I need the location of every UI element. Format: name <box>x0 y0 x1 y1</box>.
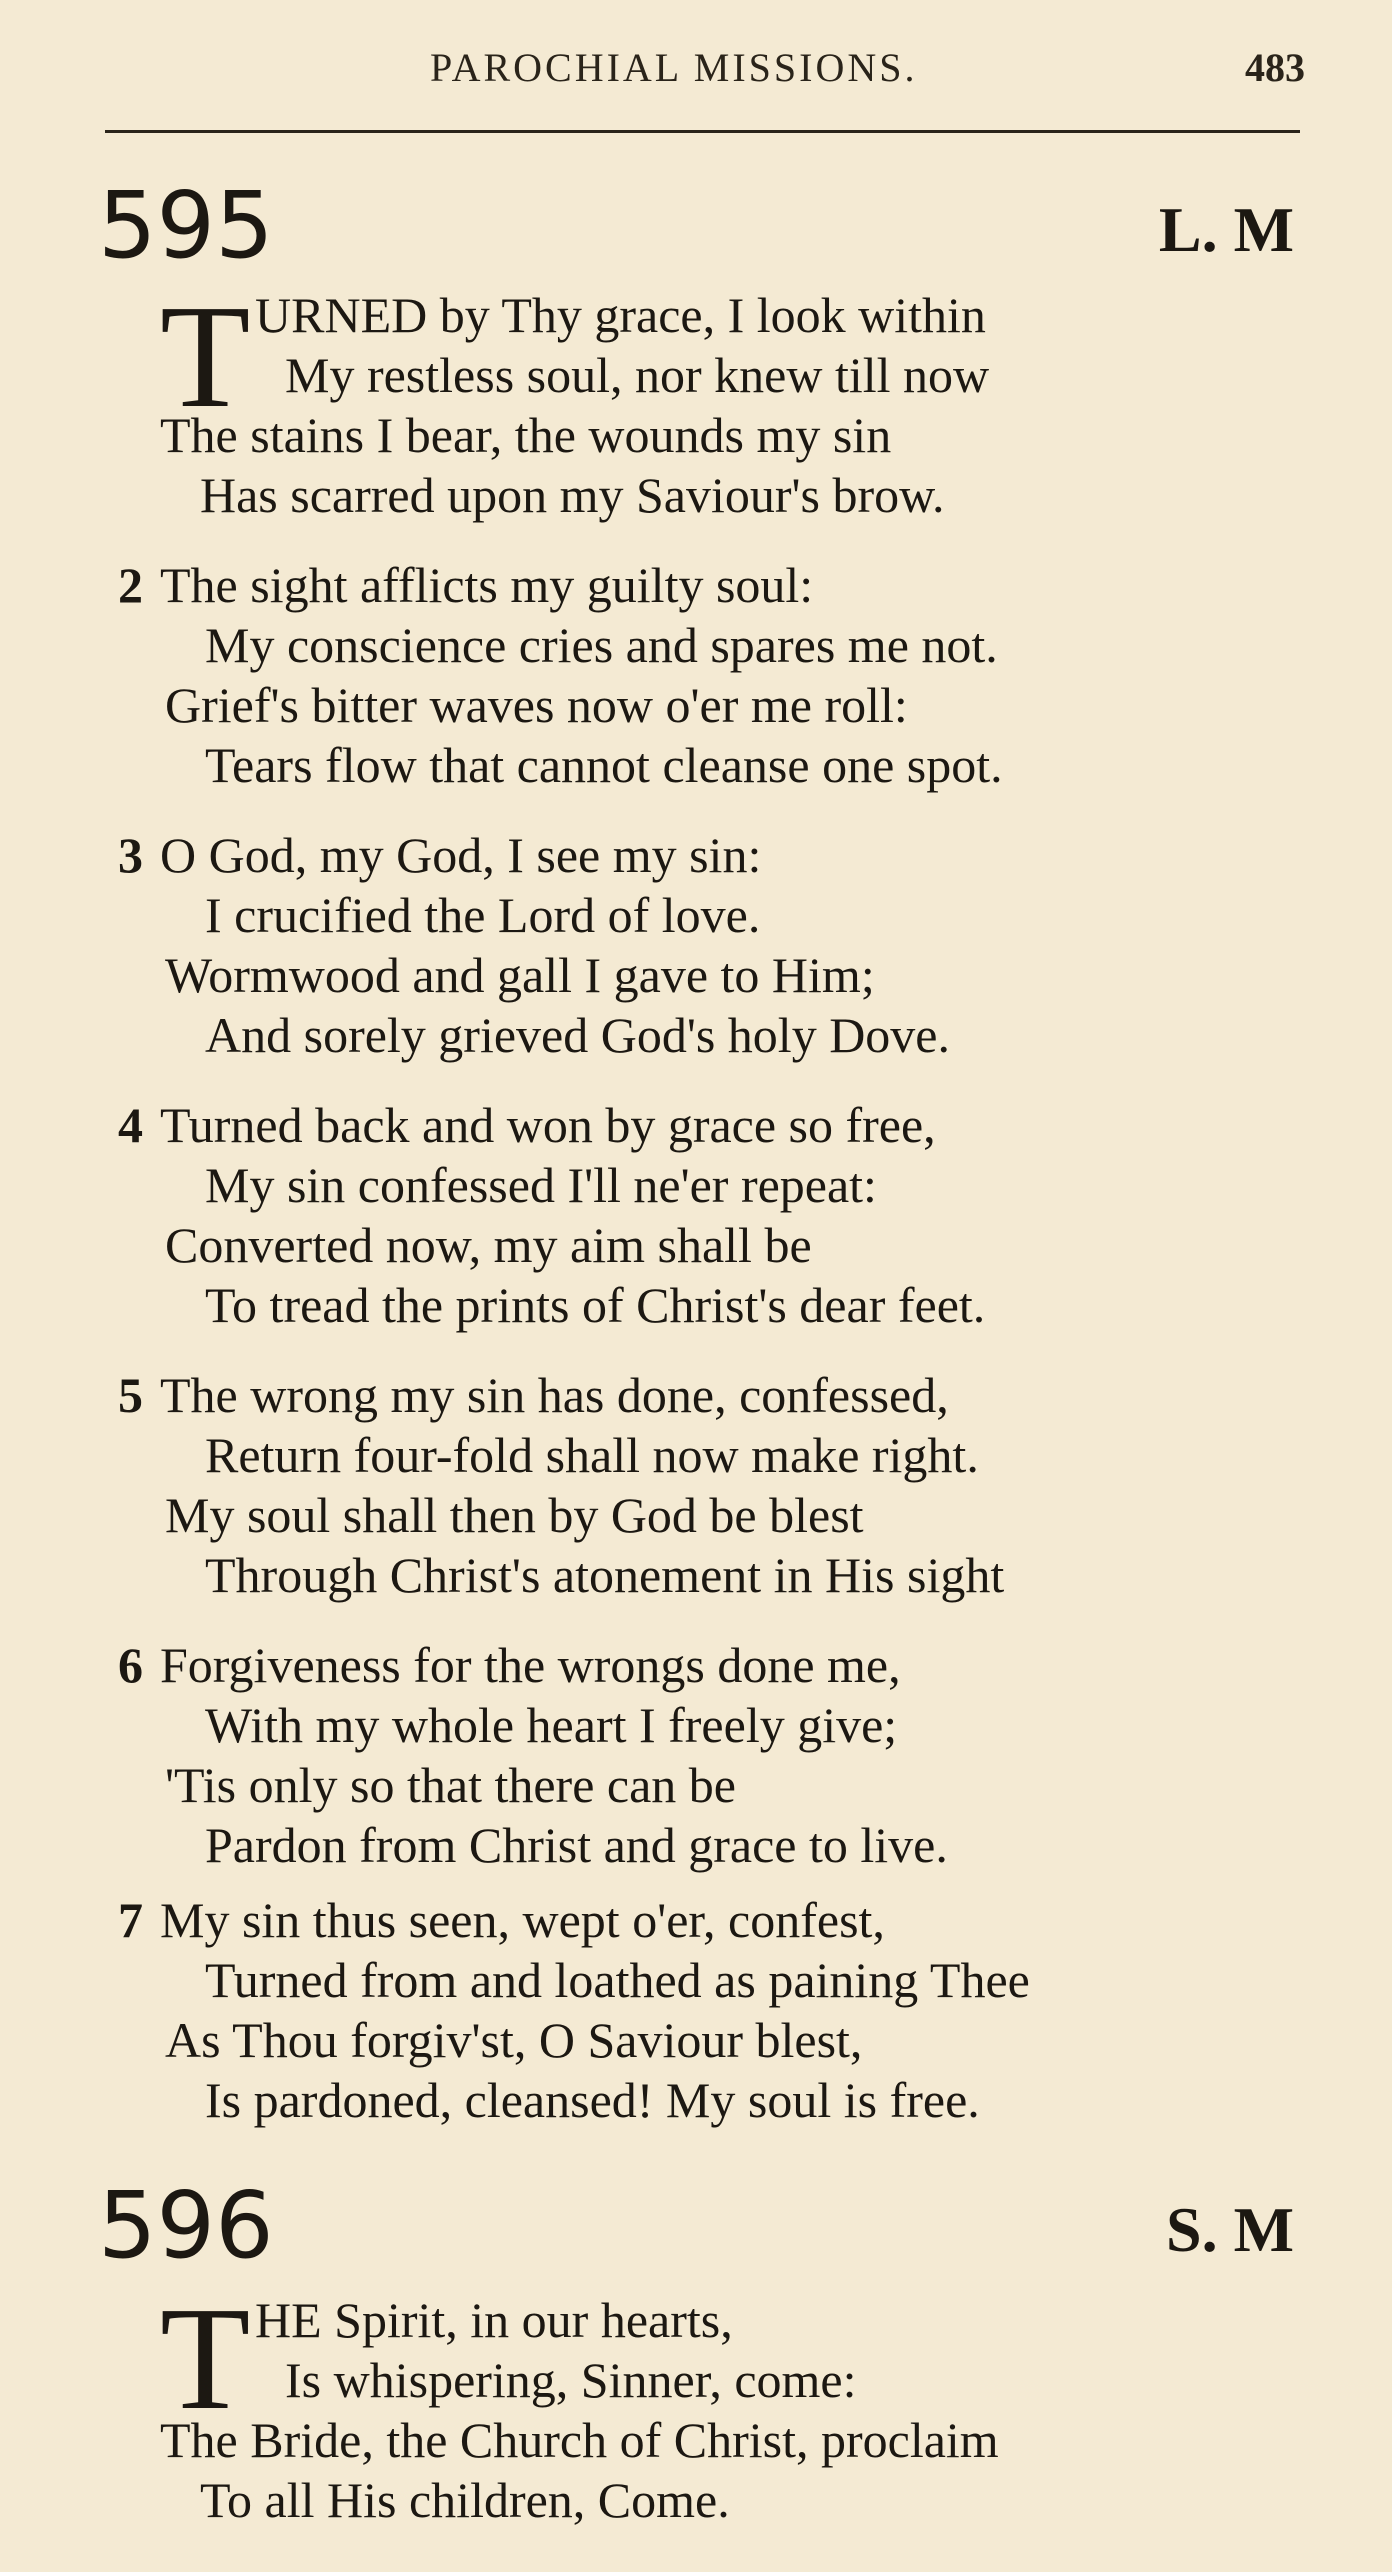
verse-line: Return four-fold shall now make right. <box>205 1427 979 1483</box>
verse-line: Tears flow that cannot cleanse one spot. <box>205 737 1003 793</box>
verse-line: The stains I bear, the wounds my sin <box>160 407 892 463</box>
running-head <box>0 44 1392 104</box>
verse-line: I crucified the Lord of love. <box>205 887 761 943</box>
verse-line: My soul shall then by God be blest <box>165 1487 864 1543</box>
verse-line: 'Tis only so that there can be <box>165 1757 736 1813</box>
verse-line: To tread the prints of Christ's dear feet. <box>205 1277 986 1333</box>
verse-line: As Thou forgiv'st, O Saviour blest, <box>165 2012 863 2068</box>
verse-line: Is pardoned, cleansed! My soul is free. <box>205 2072 980 2128</box>
hymn-meter: L. M <box>1158 194 1294 265</box>
verse-number: 5 <box>118 1367 143 1423</box>
verse-line: With my whole heart I freely give; <box>205 1697 898 1753</box>
verse-line: Turned back and won by grace so free, <box>160 1097 936 1153</box>
verse-line: My sin confessed I'll ne'er repeat: <box>205 1157 877 1213</box>
verse-number: 3 <box>118 827 143 883</box>
verse-line: HE Spirit, in our hearts, <box>255 2292 733 2348</box>
verse-line: Grief's bitter waves now o'er me roll: <box>165 677 908 733</box>
verse-line: The wrong my sin has done, confessed, <box>160 1367 949 1423</box>
page-number: 483 <box>1245 45 1305 90</box>
verse-number: 2 <box>118 557 143 613</box>
verse-line: My restless soul, nor knew till now <box>285 347 990 403</box>
verse-number: 7 <box>118 1892 143 1948</box>
header-rule <box>105 130 1300 133</box>
running-title: PAROCHIAL MISSIONS. <box>430 45 918 90</box>
verse-line: Wormwood and gall I gave to Him; <box>165 947 875 1003</box>
verse-line: Converted now, my aim shall be <box>165 1217 812 1273</box>
hymn-number: 596 <box>98 2172 274 2279</box>
hymn-meter: S. M <box>1166 2194 1294 2265</box>
verse-line: Turned from and loathed as paining Thee <box>205 1952 1030 2008</box>
verse-line: My sin thus seen, wept o'er, confest, <box>160 1892 885 1948</box>
verse-line: Through Christ's atonement in His sight <box>205 1547 1005 1603</box>
verse-line: URNED by Thy grace, I look within <box>255 287 986 343</box>
drop-cap: T <box>160 2277 251 2441</box>
verse-line: Is whispering, Sinner, come: <box>285 2352 857 2408</box>
verse-line: Has scarred upon my Saviour's brow. <box>200 467 945 523</box>
verse-line: O God, my God, I see my sin: <box>160 827 762 883</box>
verse-line: My conscience cries and spares me not. <box>205 617 998 673</box>
verse-number: 6 <box>118 1637 143 1693</box>
drop-cap: T <box>160 275 251 439</box>
verse-line: Pardon from Christ and grace to live. <box>205 1817 948 1873</box>
verse-line: The Bride, the Church of Christ, proclaim <box>160 2412 999 2468</box>
verse-line: Forgiveness for the wrongs done me, <box>160 1637 901 1693</box>
verse-line: The sight afflicts my guilty soul: <box>160 557 814 613</box>
verse-line: And sorely grieved God's holy Dove. <box>205 1007 950 1063</box>
hymn-number: 595 <box>98 172 274 279</box>
verse-number: 4 <box>118 1097 143 1153</box>
verse-line: To all His children, Come. <box>200 2472 730 2528</box>
